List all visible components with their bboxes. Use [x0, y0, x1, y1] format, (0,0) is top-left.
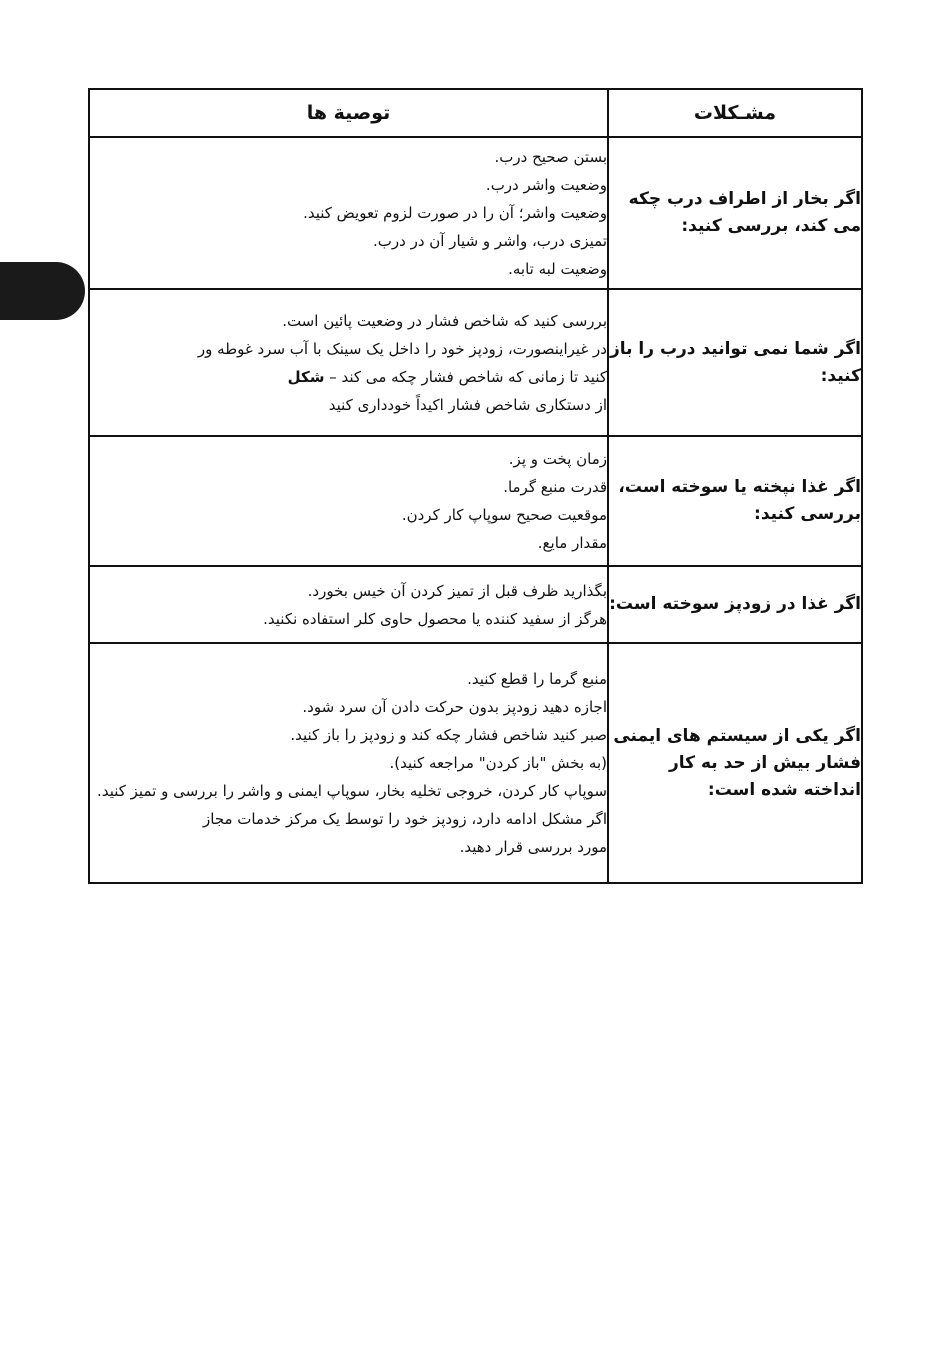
advice-line: هرگز از سفید کننده یا محصول حاوی کلر استفاده نکنید. — [263, 609, 607, 628]
advice-cell — [89, 436, 608, 566]
problem-cell: اگر یکی از سیستم های ایمنی فشار بیش از حد به کار انداخته شده است: — [608, 643, 862, 883]
advice-line: سوپاپ کار کردن، خروجی تخلیه بخار، سوپاپ ایمنی و واشر را بررسی و تمیز کنید. — [97, 782, 607, 800]
advice-line: وضعیت واشر؛ آن را در صورت لزوم تعویض کنید. — [303, 204, 607, 222]
advice-line: از دستکاری شاخص فشار اکیداً خودداری کنید — [328, 395, 607, 414]
advice-line: مقدار مایع. — [537, 534, 607, 552]
section-tab-marker — [0, 262, 85, 320]
problem-cell: اگر غذا در زودپز سوخته است: — [608, 566, 862, 643]
advice-line: بررسی کنید که شاخص فشار در وضعیت پائین است. — [282, 311, 607, 330]
problems-column-header: مشـكلات — [608, 89, 862, 137]
advice-line: تمیزی درب، واشر و شیار آن در درب. — [373, 232, 607, 250]
advice-line: وضعیت لبه تابه. — [508, 260, 607, 278]
advice-line: (به بخش "باز کردن" مراجعه کنید). — [389, 754, 607, 772]
advice-line: اجازه دهید زودپز بدون حرکت دادن آن سرد شود. — [302, 698, 607, 716]
advice-line: اگر مشکل ادامه دارد، زودپز خود را توسط یک مرکز خدمات مجاز — [203, 810, 607, 828]
advice-line — [90, 363, 607, 391]
advice-line: منبع گرما را قطع کنید. — [467, 670, 607, 688]
advice-line: در غیراینصورت، زودپز خود را داخل یک سینک با آب سرد غوطه ور — [197, 339, 607, 358]
table-row — [89, 643, 862, 883]
advice-line: بگذارید ظرف قبل از تمیز کردن آن خیس بخورد. — [307, 581, 607, 600]
advice-line: بستن صحیح درب. — [494, 148, 607, 166]
advice-line: مورد بررسی قرار دهید. — [459, 838, 607, 856]
table-row — [89, 566, 862, 643]
advice-line: زمان پخت و پز. — [508, 450, 607, 468]
figure-reference: شکل — [287, 367, 325, 386]
problem-cell: اگر غذا نپخته یا سوخته است، بررسی کنید: — [608, 436, 862, 566]
advice-text: کنید تا زمانی که شاخص فشار چکه می کند – — [329, 367, 607, 386]
advice-cell — [89, 137, 608, 289]
advice-cell — [89, 566, 608, 643]
table-row — [89, 137, 862, 289]
advice-column-header: توصية ها — [89, 89, 608, 137]
problem-cell: اگر شما نمی توانید درب را باز کنید: — [608, 289, 862, 436]
advice-line: قدرت منبع گرما. — [503, 478, 607, 496]
table-row — [89, 289, 862, 436]
table-row — [89, 436, 862, 566]
advice-line: موقعیت صحیح سوپاپ کار کردن. — [401, 506, 607, 524]
advice-line: صبر کنید شاخص فشار چکه کند و زودپز را باز کنید. — [290, 726, 607, 744]
table-header-row — [89, 89, 862, 137]
problem-cell: اگر بخار از اطراف درب چکه می کند، بررسی کنید: — [608, 137, 862, 289]
troubleshooting-table — [88, 88, 863, 884]
advice-line: وضعیت واشر درب. — [485, 176, 607, 194]
advice-cell — [89, 289, 608, 436]
advice-cell — [89, 643, 608, 883]
